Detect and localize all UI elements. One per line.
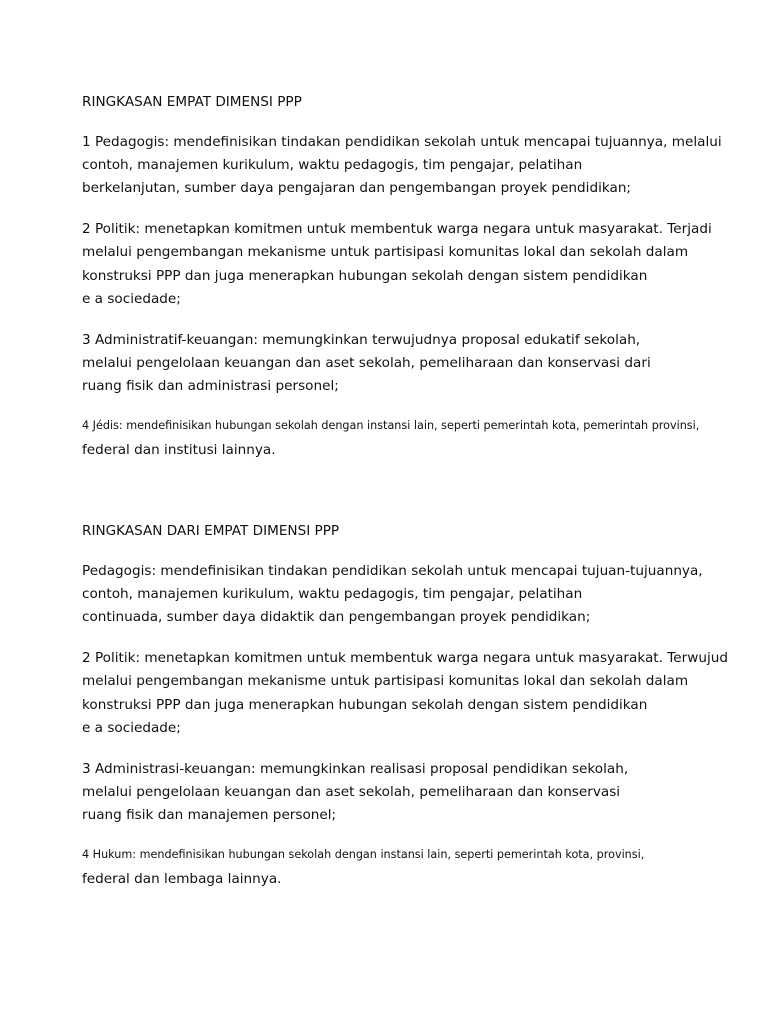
section1-p2-line1: 2 Politik: menetapkan komitmen untuk membentuk warga negara untuk masyarakat. Terjadi: [82, 221, 712, 237]
section2-p2-line2: melalui pengembangan mekanisme untuk partisipasi komunitas lokal dan sekolah dalam: [82, 673, 689, 689]
section2-p1-line1: Pedagogis: mendefinisikan tindakan pendidikan sekolah untuk mencapai tujuan-tujuannya,: [82, 563, 703, 579]
section2-p3-line1: 3 Administrasi-keuangan: memungkinkan realisasi proposal pendidikan sekolah,: [82, 761, 629, 777]
section2-p2-line3: konstruksi PPP dan juga menerapkan hubungan sekolah dengan sistem pendidikan: [82, 697, 648, 713]
section1-p1-line1: 1 Pedagogis: mendefinisikan tindakan pendidikan sekolah untuk mencapai tujuannya, melalui: [82, 134, 722, 150]
section1-p1-line2: contoh, manajemen kurikulum, waktu pedagogis, tim pengajar, pelatihan: [82, 157, 583, 173]
section1-p3-line3: ruang fisik dan administrasi personel;: [82, 378, 339, 394]
section1-p2-line2: melalui pengembangan mekanisme untuk partisipasi komunitas lokal dan sekolah dalam: [82, 244, 689, 260]
section1-p1-line3: berkelanjutan, sumber daya pengajaran dan pengembangan proyek pendidikan;: [82, 180, 632, 196]
section1-heading: RINGKASAN EMPAT DIMENSI PPP: [82, 94, 302, 110]
section2-p3-line2: melalui pengelolaan keuangan dan aset sekolah, pemeliharaan dan konservasi: [82, 784, 621, 800]
section2-heading: RINGKASAN DARI EMPAT DIMENSI PPP: [82, 523, 340, 539]
section1-p4-line1: 4 Jédis: mendefinisikan hubungan sekolah dengan instansi lain, seperti pemerintah kota, pemerintah provinsi,: [82, 419, 700, 432]
section1-p3-line2: melalui pengelolaan keuangan dan aset sekolah, pemeliharaan dan konservasi dari: [82, 355, 651, 371]
section2-p4-line1: 4 Hukum: mendefinisikan hubungan sekolah dengan instansi lain, seperti pemerintah kota, provinsi,: [82, 848, 645, 861]
section1-p3-line1: 3 Administratif-keuangan: memungkinkan terwujudnya proposal edukatif sekolah,: [82, 332, 641, 348]
section2-p1-line2: contoh, manajemen kurikulum, waktu pedagogis, tim pengajar, pelatihan: [82, 586, 583, 602]
section2-p2-line4: e a sociedade;: [82, 720, 181, 736]
section1-p2-line4: e a sociedade;: [82, 291, 181, 307]
section2-p1-line3: continuada, sumber daya didaktik dan pengembangan proyek pendidikan;: [82, 609, 591, 625]
section2-p2-line1: 2 Politik: menetapkan komitmen untuk membentuk warga negara untuk masyarakat. Terwujud: [82, 650, 728, 666]
section2-p3-line3: ruang fisik dan manajemen personel;: [82, 807, 337, 823]
section1-p4-line2: federal dan institusi lainnya.: [82, 442, 276, 458]
section1-p2-line3: konstruksi PPP dan juga menerapkan hubungan sekolah dengan sistem pendidikan: [82, 268, 648, 284]
section2-p4-line2: federal dan lembaga lainnya.: [82, 871, 282, 887]
